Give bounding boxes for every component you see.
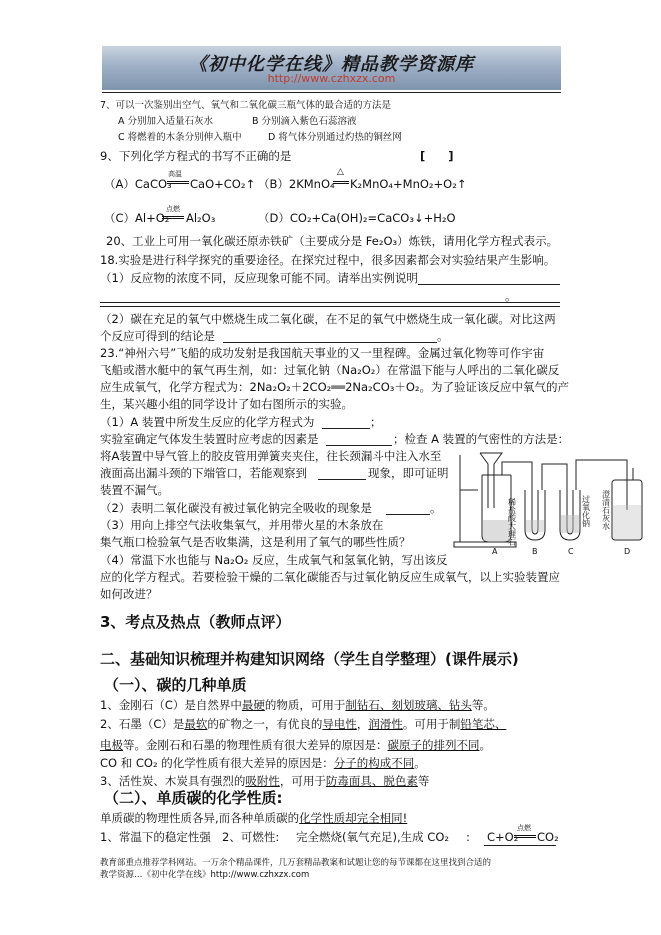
q23-airtight-line1: 将A装置中导气管上的胶皮管用弹簧夹夹住，往长颈漏斗中注入水至 bbox=[100, 449, 442, 463]
q18-divider bbox=[100, 306, 560, 307]
equation-equal-line-2 bbox=[514, 837, 536, 838]
footer-line2: 教学资源…《初中化学在线》http://www.czhxzx.com bbox=[100, 870, 310, 880]
q23-line1: 23.“神州六号”飞船的成功发射是我国航天事业的又一里程碑。金属过氧化物等可作宇宙 bbox=[100, 346, 545, 360]
q9-b-equal-line-2 bbox=[333, 183, 349, 184]
graphite-line1: 2、石墨（C）是最软的矿物之一，有优良的导电性，润滑性。可用于制铅笔芯、 bbox=[100, 717, 507, 731]
q23-sub2: （2）表明二氧化碳没有被过氧化钠完全吸收的现象是 bbox=[100, 501, 372, 515]
q23-sub3-line2: 集气瓶口检验氧气是否收集满，这是利用了氧气的哪些性质？ bbox=[100, 535, 411, 549]
stability-line: 1、常温下的稳定性强 bbox=[100, 830, 211, 844]
apparatus-figure bbox=[452, 450, 652, 555]
equation-condition: 点燃 bbox=[517, 824, 531, 832]
q9-b-equal-line bbox=[333, 181, 349, 182]
figure-label-d: D bbox=[624, 547, 631, 555]
q20-text: 20、工业上可用一氧化碳还原赤铁矿（主要成分是 Fe₂O₃）炼铁，请用化学方程式表示。 bbox=[106, 234, 559, 248]
figure-label-b: B bbox=[532, 547, 538, 555]
q23-sub1-line2a: 实验室确定气体发生装置时应考虑的因素是 bbox=[100, 432, 319, 446]
q23-sub2-end: 。 bbox=[430, 501, 442, 515]
figure-label-hcl: 稀盐酸 bbox=[507, 498, 517, 522]
q7-option-a: A 分别加入适量石灰水 bbox=[118, 116, 214, 127]
q23-sub3-line1: （3）用向上排空气法收集氧气，并用带火星的木条放在 bbox=[100, 518, 384, 532]
q7-option-d: D 将气体分别通过灼热的铜丝网 bbox=[268, 132, 402, 143]
q23-sub4-line2: 应的化学方程式。若要检验干燥的二氧化碳能否与过氧化钠反应生成氧气，以上实验装置应 bbox=[100, 570, 560, 584]
figure-label-a: A bbox=[492, 547, 498, 555]
q9-answer-bracket: [ ] bbox=[420, 149, 454, 163]
q23-sub4-line3: 如何改进？ bbox=[100, 587, 158, 601]
flammability-label: 2、可燃性: bbox=[222, 830, 280, 844]
q9-stem: 9、下列化学方程式的书写不正确的是 bbox=[100, 149, 292, 163]
q9-option-c: （C）Al+O₂ bbox=[104, 211, 170, 225]
figure-label-c: C bbox=[568, 547, 574, 555]
q23-sub2-blank[interactable] bbox=[386, 514, 430, 515]
q9-c-equal-line bbox=[162, 216, 184, 217]
q23-airtight-line2: 液面高出漏斗颈的下端管口，若能观察到 bbox=[100, 466, 307, 480]
q23-sub1: （1）A 装置中所发生反应的化学方程式为 bbox=[100, 415, 315, 429]
q18-part2-blank[interactable] bbox=[223, 342, 437, 343]
equation-left: C+O₂ bbox=[487, 830, 519, 844]
footer-line1: 教育部重点推荐学科网站。一万余个精品课件，几万套精品教案和试题让您的每节课都在这里找到合适的 bbox=[100, 858, 492, 868]
q23-line4: 生，某兴趣小组的同学设计了如右图所示的实验。 bbox=[100, 397, 353, 411]
q23-line3: 应生成氧气，化学方程式为：2Na₂O₂＋2CO₂══2Na₂CO₃＋O₂。为了验证该反应中氧气的产 bbox=[100, 380, 570, 394]
equation-colon: : bbox=[466, 830, 470, 844]
q9-a-products: CaO+CO₂↑ bbox=[190, 177, 256, 191]
figure-label-limewater: 澄清石灰水 bbox=[601, 490, 611, 530]
equation-equal-line bbox=[514, 835, 536, 836]
q9-b-condition: △ bbox=[337, 167, 344, 177]
banner-title: 《初中化学在线》精品教学资源库 bbox=[189, 54, 474, 75]
q23-phenomenon-blank[interactable] bbox=[318, 479, 366, 480]
figure-label-na2o2: 过氧化钠 bbox=[581, 495, 591, 527]
header-divider bbox=[102, 92, 561, 93]
co-co2-line: CO 和 CO₂ 的化学性质有很大差异的原因是：分子的构成不同。 bbox=[100, 756, 426, 770]
q18-stem: 18.实验是进行科学探究的重要途径。在探究过程中，很多因素都会对实验结果产生影响。 bbox=[100, 253, 556, 267]
chem-property-intro: 单质碳的物理性质各异,而各种单质碳的化学性质却完全相同! bbox=[100, 811, 408, 825]
q18-part1-blank-2[interactable] bbox=[100, 302, 560, 303]
q9-c-condition: 点燃 bbox=[166, 205, 180, 213]
q9-b-products: K₂MnO₄+MnO₂+O₂↑ bbox=[350, 177, 467, 191]
q7-option-b: B 分别滴入紫色石蕊溶液 bbox=[252, 116, 357, 127]
equation-right: CO₂ bbox=[537, 830, 559, 844]
section-2-heading: 二、基础知识梳理并构建知识网络（学生自学整理）(课件展示) bbox=[100, 650, 519, 668]
section-3-heading: 3、考点及热点（教师点评） bbox=[100, 613, 291, 631]
q23-factor-blank[interactable] bbox=[326, 445, 392, 446]
q18-part1-end: 。 bbox=[505, 289, 517, 303]
activated-carbon-line: 3、活性炭、木炭具有强烈的吸附性，可用于防毒面具、脱色素等 bbox=[100, 774, 430, 788]
q7-stem: 7、可以一次鉴别出空气、氧气和二氧化碳三瓶气体的最合适的方法是 bbox=[100, 100, 392, 111]
q9-a-equal-line-2 bbox=[167, 183, 189, 184]
subsection-chemical-properties: （二）、单质碳的化学性质: bbox=[104, 789, 283, 807]
q23-airtight-line2b: 现象，即可证明 bbox=[368, 466, 449, 480]
graphite-line2: 电极等。金刚石和石墨的物理性质有很大差异的原因是：碳原子的排列不同。 bbox=[100, 738, 491, 752]
q23-sub1-line2b: ；检查 A 装置的气密性的方法是： bbox=[393, 432, 570, 446]
q23-sub1-end: ； bbox=[370, 415, 382, 429]
q18-part2-end: 。 bbox=[437, 329, 449, 343]
complete-combustion: 完全燃烧(氧气充足),生成 CO₂ bbox=[296, 830, 449, 844]
q23-airtight-line3: 装置不漏气。 bbox=[100, 483, 169, 497]
subsection-carbon-elements: （一）、碳的几种单质 bbox=[104, 676, 247, 694]
banner-url[interactable]: http://www.czhxzx.com bbox=[267, 72, 396, 85]
q18-part1-blank[interactable] bbox=[418, 284, 560, 285]
q9-option-b: （B）2KMnO₄ bbox=[258, 177, 335, 191]
q18-part2-line1: （2）碳在充足的氧气中燃烧生成二氧化碳，在不足的氧气中燃烧生成一氧化碳。对比这两 bbox=[100, 312, 556, 326]
diamond-line: 1、金刚石（C）是自然界中最硬的物质，可用于制钻石、刻划玻璃、钻头等。 bbox=[100, 698, 495, 712]
q18-part2-line2: 个反应可得到的结论是 bbox=[100, 329, 215, 343]
equation-underline bbox=[484, 845, 556, 846]
q9-option-a: （A）CaCO₃ bbox=[104, 177, 172, 191]
q9-option-d: （D）CO₂+Ca(OH)₂=CaCO₃↓+H₂O bbox=[258, 211, 456, 225]
q9-a-equal-line bbox=[167, 181, 189, 182]
q18-part1: （1）反应物的浓度不同，反应现象可能不同。请举出实例说明 bbox=[100, 271, 418, 285]
figure-label-stone: 大理石 bbox=[507, 522, 517, 546]
q23-sub1-blank[interactable] bbox=[322, 428, 370, 429]
q9-c-products: Al₂O₃ bbox=[186, 211, 216, 225]
header-banner bbox=[102, 46, 561, 90]
q23-line2: 飞船或潜水艇中的氧气再生剂，如：过氧化钠（Na₂O₂）在常温下能与人呼出的二氧化碳反 bbox=[100, 363, 560, 377]
q9-a-condition: 高温 bbox=[168, 170, 182, 178]
q23-sub4-line1: （4）常温下水也能与 Na₂O₂ 反应，生成氧气和氢氧化钠，写出该反 bbox=[100, 553, 448, 567]
q9-c-equal-line-2 bbox=[162, 218, 184, 219]
q7-option-c: C 将燃着的木条分别伸入瓶中 bbox=[118, 132, 242, 143]
